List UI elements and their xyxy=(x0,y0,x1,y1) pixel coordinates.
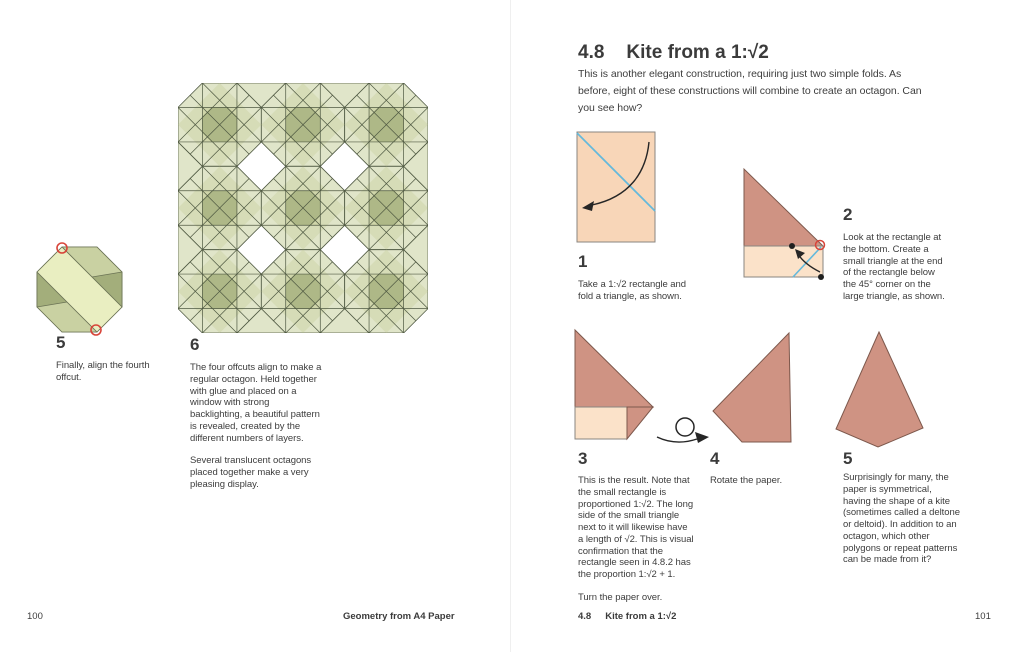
left-step6-paragraph-1: The four offcuts align to make a regular octagon. Held together with glue and placed on a window with strong backlighting, a beautiful pattern is revealed, created by the different numbers of layers. xyxy=(190,362,322,444)
step3-paragraph-1: This is the result. Note that the small rectangle is proportioned 1:√2. The long side of the small triangle next to it will likewise have a length of √2. This is visual confirmation that the rectangle seen in 4.8.2 has the proportion 1:√2 + 1. xyxy=(578,475,694,581)
section-heading xyxy=(578,42,769,64)
pattern-octagon-tile xyxy=(178,166,261,249)
small-rectangle xyxy=(575,407,627,439)
left-step6-paragraph-2: Several translucent octagons placed together make a very pleasing display. xyxy=(190,455,312,490)
footer-section-title: Kite from a 1:√2 xyxy=(605,611,677,622)
intro-paragraph: This is another elegant construction, requiring just two simple folds. As before, eight of these constructions will combine to create an octagon. Can you see how? xyxy=(578,68,922,114)
running-title: Geometry from A4 Paper xyxy=(343,611,455,622)
section-number: 4.8 xyxy=(578,42,605,63)
octagon-tiling-pattern-figure xyxy=(178,83,428,333)
step2-caption: Look at the rectangle at the bottom. Create a small triangle at the end of the rectangle below the 45° corner on the large triangle, as shown. xyxy=(843,232,945,302)
step4-number: 4 xyxy=(710,449,720,468)
right-footer-section xyxy=(578,611,676,622)
kite-shape xyxy=(713,333,791,442)
left-step5-number: 5 xyxy=(56,333,66,352)
left-step5-caption: Finally, align the fourth offcut. xyxy=(56,360,150,383)
step3-caption xyxy=(578,475,694,604)
pattern-octagon-tile xyxy=(261,166,344,249)
pattern-octagon-tile xyxy=(178,83,261,166)
step3-paragraph-2: Turn the paper over. xyxy=(578,591,663,603)
pattern-octagon-tile xyxy=(178,250,261,333)
step3-number: 3 xyxy=(578,449,588,468)
left-step6-caption xyxy=(190,362,322,491)
rotate-circle xyxy=(676,418,694,436)
footer-section-number: 4.8 xyxy=(578,611,592,622)
step5-caption: Surprisingly for many, the paper is symmetrical, having the shape of a kite (sometimes called a deltone or deltoid). In addition to an octagon, which other polygons or repeat patterns can be made from it? xyxy=(843,472,960,566)
pattern-octagon-tile xyxy=(261,250,344,333)
step4-rotated-kite-diagram xyxy=(705,328,797,448)
fold-start-dot xyxy=(818,274,824,280)
section-title: Kite from a 1:√2 xyxy=(626,42,769,63)
left-step6-number: 6 xyxy=(190,335,200,354)
step1-fold-diagram xyxy=(576,131,660,247)
pattern-octagon-tile xyxy=(345,83,428,166)
step2-number: 2 xyxy=(843,205,853,224)
small-triangle xyxy=(627,407,653,439)
paper-rectangle xyxy=(577,132,655,242)
pattern-octagon-tile xyxy=(345,166,428,249)
fold-target-dot xyxy=(789,243,795,249)
step2-fold-diagram xyxy=(740,164,834,284)
large-folded-triangle xyxy=(744,169,823,246)
rotate-swoosh xyxy=(657,437,697,442)
step1-caption: Take a 1:√2 rectangle and fold a triangle, as shown. xyxy=(578,279,687,302)
pattern-octagon-tile xyxy=(345,250,428,333)
pattern-octagon-tile xyxy=(261,83,344,166)
step5-number: 5 xyxy=(843,449,853,468)
left-page-number: 100 xyxy=(27,611,43,622)
large-triangle xyxy=(575,330,653,407)
page-gutter-divider xyxy=(510,0,511,652)
right-page-number: 101 xyxy=(975,611,991,622)
step1-number: 1 xyxy=(578,252,588,271)
bottom-rectangle xyxy=(744,246,823,277)
octagon-offcut-figure xyxy=(28,240,131,340)
step4-caption: Rotate the paper. xyxy=(710,475,783,486)
step3-result-diagram xyxy=(572,327,660,445)
kite-shape xyxy=(836,332,923,447)
rotate-paper-icon xyxy=(654,410,712,450)
step5-kite-diagram xyxy=(830,328,928,452)
